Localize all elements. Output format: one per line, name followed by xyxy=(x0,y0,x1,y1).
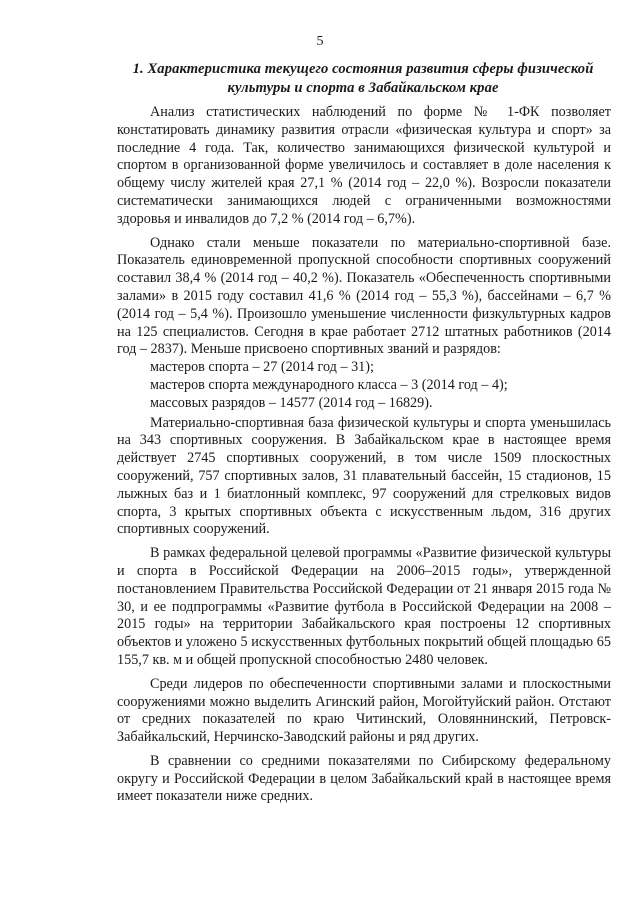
document-body xyxy=(117,104,611,812)
section-heading-line-2: культуры и спорта в Забайкальском крае xyxy=(227,80,499,96)
paragraph-1: Анализ статистических наблюдений по форме № 1-ФК позволяет констатировать динамику развития отрасли «физическая культура и спорт» за последние 4 года. Так, количество занимающихся физической культурой и спортом в организованной форме увеличилось и составляет в доле населения к общему числу жителей края 27,1 % (2014 год – 22,0 %). Возросли показатели систематически занимающихся людей с ограниченными возможностями здоровья и инвалидов до 7,2 % (2014 год – 6,7%). xyxy=(117,104,611,227)
list-item: массовых разрядов – 14577 (2014 год – 16829). xyxy=(150,394,433,411)
titles-list xyxy=(117,359,611,412)
paragraph-4: В рамках федеральной целевой программы «Развитие физической культуры и спорта в Российской Федерации на 2006–2015 годы», утвержденной постановлением Правительства Российской Федерации от 21 января 2015 года № 30, и ее подпрограммы «Развитие футбола в Российской Федерации на 2008 – 2015 годы» на территории Забайкальского края построены 12 спортивных объектов и уложено 5 искусственных футбольных покрытий общей площадью 65 155,7 кв. м и общей пропускной способностью 2480 человек. xyxy=(117,545,611,668)
paragraph-2: Однако стали меньше показатели по материально-спортивной базе. Показатель единовременной пропускной способности спортивных сооружений составил 38,4 % (2014 год – 40,2 %). Показатель «Обеспеченность спортивными залами» в 2015 году составил 41,6 % (2014 год – 55,3 %), бассейнами – 6,7 % (2014 год – 5,4 %). Произошло уменьшение численности физкультурных кадров на 125 специалистов. Сегодня в крае работает 2712 штатных работников (2014 год – 2837). Меньше присвоено спортивных званий и разрядов: xyxy=(117,234,611,358)
paragraph-6: В сравнении со средними показателями по Сибирскому федеральному округу и Российской Федерации в целом Забайкальский край в настоящее время имеет показатели ниже средних. xyxy=(117,752,611,805)
paragraph-3: Материально-спортивная база физической культуры и спорта уменьшилась на 343 спортивных сооружения. В Забайкальском крае в настоящее время действует 2745 спортивных сооружений, в том числе 1509 плоскостных сооружений, 757 спортивных залов, 31 плавательный бассейн, 15 стадионов, 15 лыжных баз и 1 биатлонный комплекс, 97 сооружений для стрелковых видов спорта, 3 крытых спортивных объекта с искусственным льдом, 316 других спортивных сооружений. xyxy=(117,414,611,538)
list-item: мастеров спорта международного класса – 3 (2014 год – 4); xyxy=(150,376,508,393)
page-number: 5 xyxy=(316,34,324,49)
section-heading xyxy=(118,60,608,98)
section-heading-line-1: 1. Характеристика текущего состояния развития сферы физической xyxy=(132,61,594,77)
list-item: мастеров спорта – 27 (2014 год – 31); xyxy=(150,359,374,376)
paragraph-5: Среди лидеров по обеспеченности спортивными залами и плоскостными сооружениями можно выделить Агинский район, Могойтуйский район. Отстают от средних показателей по краю Читинский, Оловяннинский, Петровск-Забайкальский, Нерчинско-Заводский районы и ряд других. xyxy=(117,675,611,746)
